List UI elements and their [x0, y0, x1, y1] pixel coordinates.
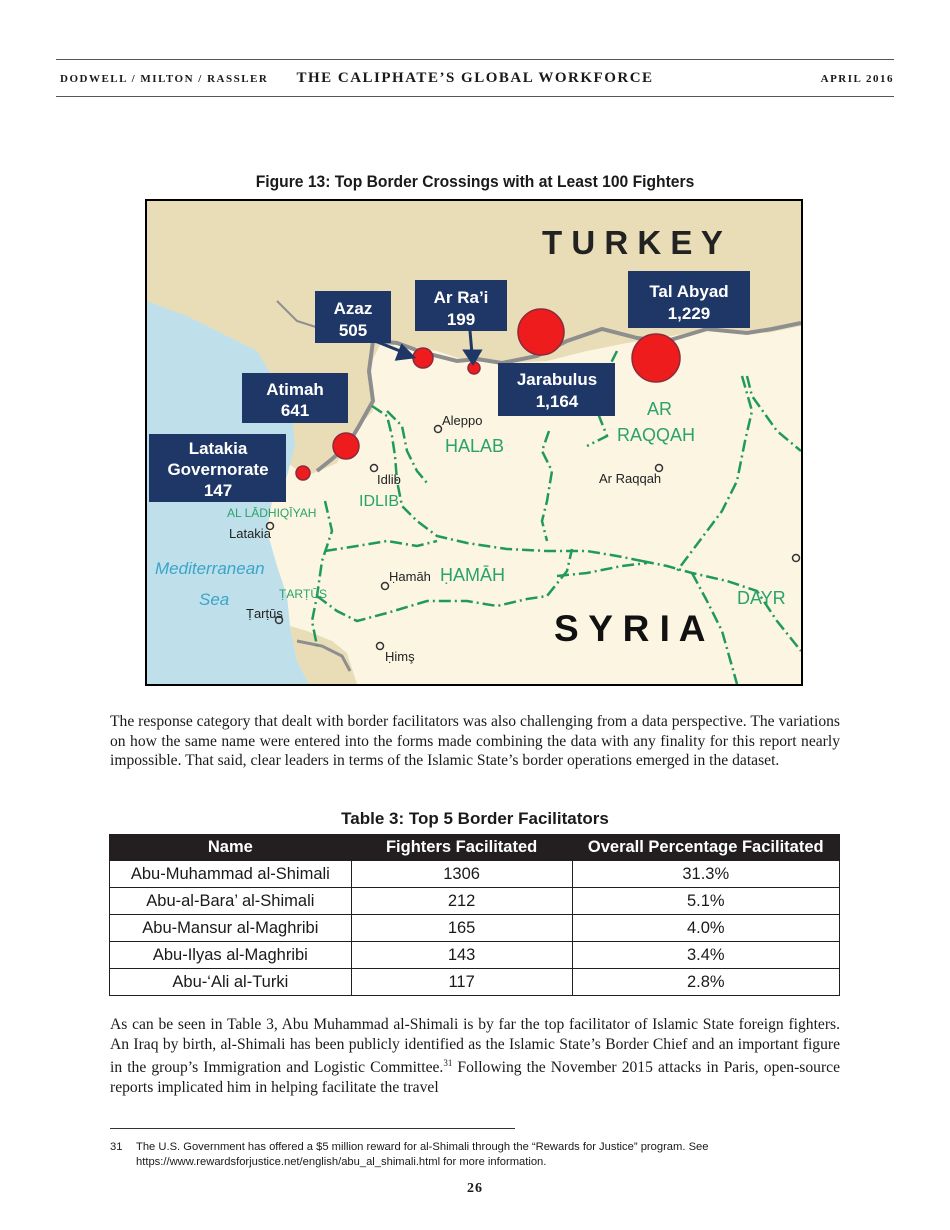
cell-percentage: 5.1% — [572, 888, 840, 915]
cell-name: Abu-Ilyas al-Maghribi — [110, 942, 352, 969]
region-hamah: ḤAMĀH — [440, 565, 506, 585]
region-dayr: DAYR — [737, 588, 786, 608]
crossing-atimah-name: Atimah — [266, 380, 324, 399]
header-fighters: Fighters Facilitated — [351, 835, 572, 861]
city-latakia: Latakia — [229, 526, 271, 541]
crossing-latakia-name-1: Latakia — [188, 439, 248, 458]
cell-name: Abu-al-Bara’ al-Shimali — [110, 888, 352, 915]
footnote-number: 31 — [110, 1141, 123, 1153]
table-row — [110, 969, 840, 996]
running-header — [56, 59, 894, 97]
city-aleppo: Aleppo — [442, 413, 483, 428]
crossing-circle-latakia — [296, 466, 310, 480]
region-tartus: ṬARṬŪS — [279, 587, 327, 601]
city-hamah: Ḥamāh — [389, 569, 431, 584]
table-title: Table 3: Top 5 Border Facilitators — [341, 809, 609, 828]
crossing-tal-abyad-name: Tal Abyad — [649, 282, 729, 301]
border-crossings-map — [145, 199, 803, 686]
cell-fighters: 1306 — [351, 861, 572, 888]
region-halab: HALAB — [445, 436, 505, 456]
page-number: 26 — [467, 1181, 483, 1196]
crossing-jarabulus-value: 1,164 — [535, 392, 579, 411]
crossing-azaz-value: 505 — [338, 321, 368, 340]
figure-title: Figure 13: Top Border Crossings with at Least 100 Fighters — [255, 172, 695, 191]
paragraph-2 — [110, 1015, 840, 1097]
footnote-ref[interactable]: 31 — [443, 1058, 453, 1068]
paragraph-2-text-after: Following the November 2015 attacks in Paris, open-source reports implicated him in helping facilitate the travel — [110, 1059, 840, 1096]
cell-percentage: 4.0% — [572, 915, 840, 942]
cell-percentage: 31.3% — [572, 861, 840, 888]
label-syria: S Y R I A — [554, 608, 706, 649]
cell-fighters: 212 — [351, 888, 572, 915]
cell-fighters: 143 — [351, 942, 572, 969]
city-idlib: Idlib — [377, 472, 401, 487]
label-sea-1: Mediterranean — [155, 559, 265, 578]
table-row — [110, 861, 840, 888]
paragraph-2-text: As can be seen in Table 3, Abu Muhammad al-Shimali is by far the top facilitator of Islamic State foreign fighters. An Iraq by birth, al-Shimali has been publicly identified as the Islamic State’s Border Chief and an important figure in the group’s Immigration and Logistic Committee. — [110, 1016, 840, 1077]
footnote-rule — [110, 1128, 515, 1129]
cell-fighters: 117 — [351, 969, 572, 996]
crossing-circle-jarabulus — [518, 309, 564, 355]
region-idlib: IDLIB — [359, 493, 400, 510]
region-al-ladhiqiyah: AL LĀDHIQĪYAH — [227, 506, 317, 520]
table-row — [110, 915, 840, 942]
city-ar-raqqah: Ar Raqqah — [599, 471, 662, 486]
cell-name: Abu-Mansur al-Maghribi — [110, 915, 352, 942]
crossing-jarabulus-name: Jarabulus — [516, 370, 598, 389]
table-row — [110, 942, 840, 969]
crossing-latakia-name-2: Governorate — [167, 460, 269, 479]
header-name: Name — [110, 835, 352, 861]
crossing-tal-abyad-value: 1,229 — [667, 304, 711, 323]
crossing-circle-atimah — [333, 433, 359, 459]
cell-name: Abu-‘Ali al-Turki — [110, 969, 352, 996]
crossing-ar-rai-name: Ar Ra’i — [433, 288, 489, 307]
crossing-latakia-value: 147 — [203, 481, 233, 500]
region-ar-raqqah-1: AR — [647, 399, 673, 419]
label-sea-2: Sea — [199, 590, 230, 609]
table-header-row — [110, 835, 840, 861]
crossing-ar-rai-value: 199 — [446, 310, 476, 329]
cell-name: Abu-Muhammad al-Shimali — [110, 861, 352, 888]
table-row — [110, 888, 840, 915]
cell-percentage: 3.4% — [572, 942, 840, 969]
city-tartus: Ṭarṭūs — [246, 606, 283, 621]
region-ar-raqqah-2: RAQQAH — [617, 425, 696, 445]
cell-fighters: 165 — [351, 915, 572, 942]
city-hims: Ḥimş — [385, 649, 415, 664]
paragraph-1: The response category that dealt with border facilitators was also challenging from a data perspective. The variations on how the same name were entered into the forms made combining the data with any finality for this report nearly impossible. That said, clear leaders in terms of the Islamic State’s border operations emerged in the dataset. — [110, 713, 840, 769]
header-date: APRIL 2016 — [820, 73, 894, 85]
footnote-text: The U.S. Government has offered a $5 million reward for al-Shimali through the “Rewards for Justice” program. See https://www.rewardsforjustice.net/english/abu_al_shimali.html for more information. — [136, 1141, 709, 1168]
crossing-circle-tal-abyad — [632, 334, 680, 382]
facilitators-table — [109, 834, 840, 996]
crossing-atimah-value: 641 — [280, 401, 310, 420]
cell-percentage: 2.8% — [572, 969, 840, 996]
header-authors: DODWELL / MILTON / RASSLER — [60, 73, 269, 85]
label-turkey: T U R K E Y — [542, 224, 723, 261]
header-percentage: Overall Percentage Facilitated — [572, 835, 840, 861]
crossing-azaz-name: Azaz — [333, 299, 373, 318]
header-title: THE CALIPHATE’S GLOBAL WORKFORCE — [296, 70, 654, 86]
